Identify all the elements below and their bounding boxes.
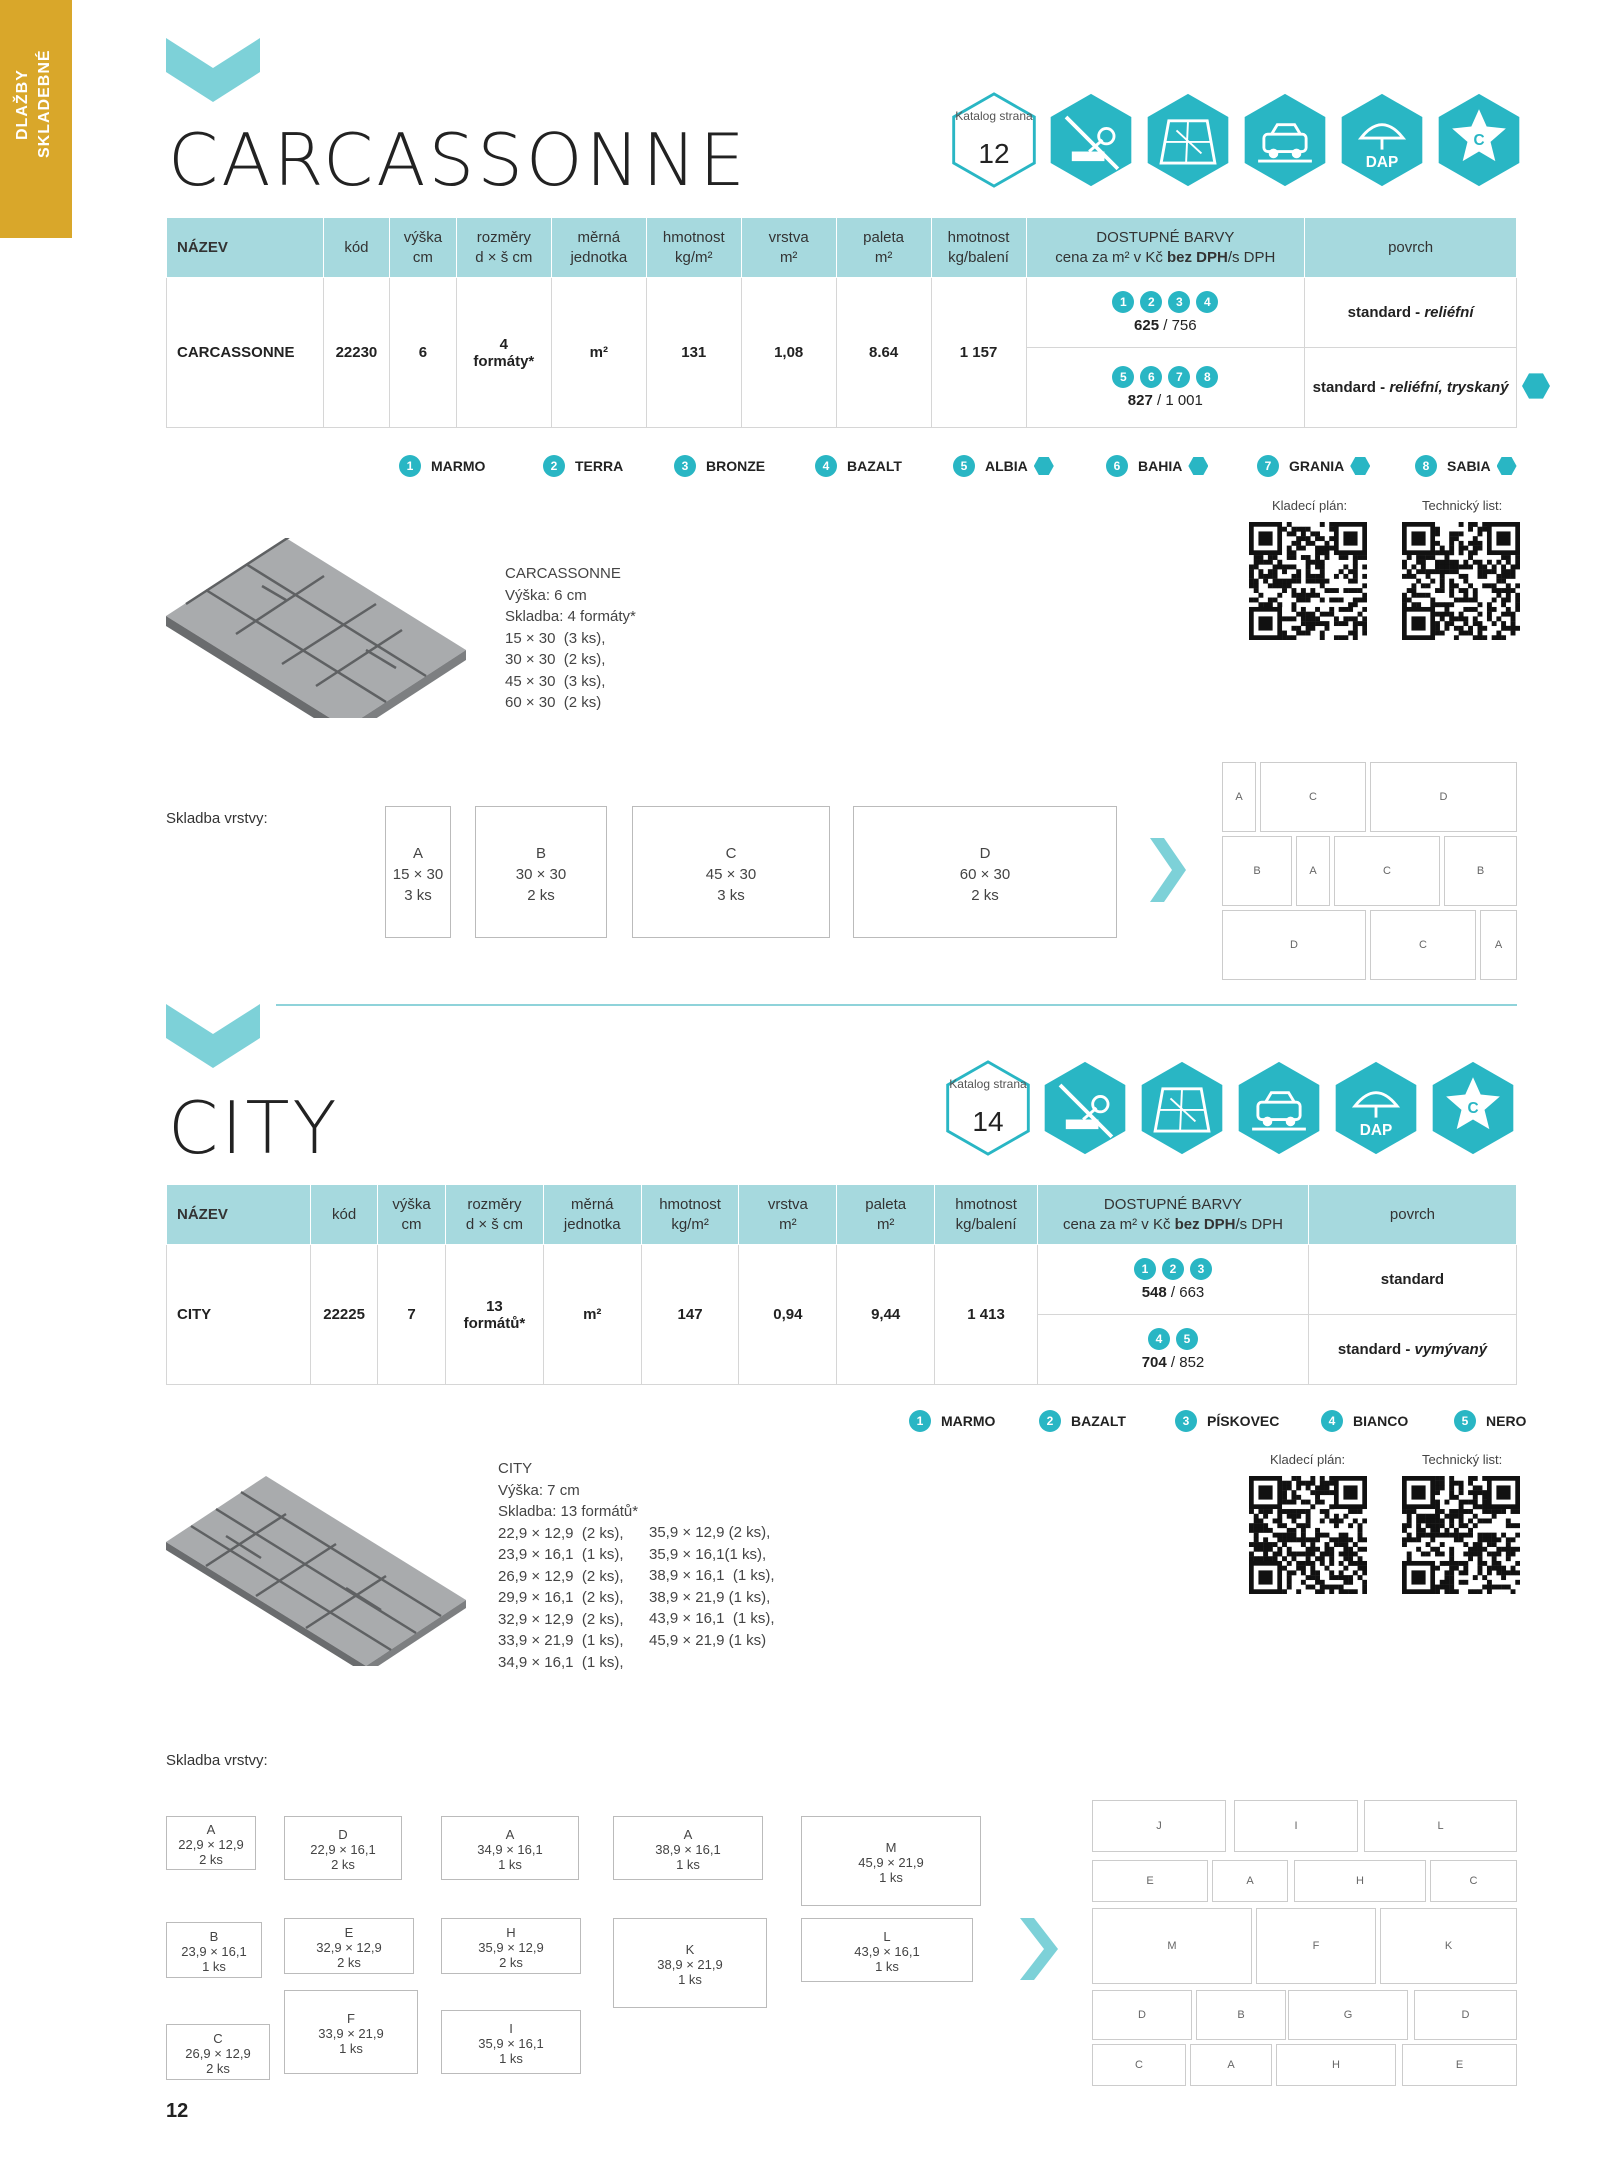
pattern-cell: C (1370, 910, 1476, 980)
color-dot: 2 (1140, 291, 1162, 313)
block-format: I 35,9 × 16,1 1 ks (441, 2010, 581, 2074)
umbrella-dap-icon (1330, 1060, 1422, 1156)
color-dot: 6 (1140, 366, 1162, 388)
legend-item (1412, 455, 1517, 477)
color-dot: 3 (1175, 1410, 1197, 1432)
catalog-page-number: 14 (972, 1106, 1004, 1137)
umbrella-dap-icon (1336, 92, 1428, 188)
catalog-page-badge (948, 92, 1040, 188)
legend-item (1451, 1410, 1526, 1432)
arrow-right-icon (1020, 1918, 1058, 1980)
qr-code-icon[interactable] (1249, 522, 1367, 640)
star-c-icon (1433, 92, 1525, 188)
product-description: CITY Výška: 7 cm Skladba: 13 formátů* 22,9 × 12,9 (2 ks), 23,9 × 16,1 (1 ks), 26,9 × 12,9 (2 ks), 29,9 × 16,1 (2 ks), 32,9 × 12,9 (2 ks), 33,9 × 21,9 (1 ks), 34,9 × 16,1 (1 ks), (498, 1460, 639, 1671)
table-header: NÁZEV kód výška cm rozměry d × š cm měrná jednotka hmotnost kg/m² vrstva m² paleta m² hmotnost kg/balení DOSTUPNÉ BARVY cena za m² v Kč bez DPH/s DPH povrch (167, 218, 1517, 278)
pattern-cell: I (1234, 1800, 1358, 1852)
legend-item (1172, 1410, 1279, 1432)
car-icon (1233, 1060, 1325, 1156)
pattern-cell: G (1288, 1990, 1408, 2040)
catalog-page-number: 12 (978, 138, 1010, 169)
spec-table (166, 1184, 1517, 1385)
legend-label: BIANCO (1353, 1413, 1409, 1429)
pattern-cell: A (1190, 2044, 1272, 2086)
qr-tech-label: Technický list: (1422, 1452, 1503, 1467)
legend-label: MARMO (431, 458, 486, 474)
table-header: NÁZEV kód výška cm rozměry d × š cm měrná jednotka hmotnost kg/m² vrstva m² paleta m² hmotnost kg/balení DOSTUPNÉ BARVY cena za m² v Kč bez DPH/s DPH povrch (167, 1185, 1517, 1245)
color-dot: 5 (1176, 1328, 1198, 1350)
legend-item (671, 455, 765, 477)
block-format: A 34,9 × 16,1 1 ks (441, 1816, 579, 1880)
side-tab-line1: DLAŽBY (14, 69, 31, 140)
table-row: 4 5 704 / 852 standard - vymývaný (167, 1315, 1517, 1385)
arrow-right-icon (1150, 838, 1186, 902)
pattern-cell: L (1364, 1800, 1517, 1852)
legend-item (950, 455, 1054, 477)
legend-label: MARMO (941, 1413, 996, 1429)
pattern-cell: B (1222, 836, 1292, 906)
pattern-cell: D (1222, 910, 1366, 980)
color-dot: 2 (1039, 1410, 1061, 1432)
dap-icon (1034, 456, 1054, 476)
color-dot: 6 (1106, 455, 1128, 477)
table-row: 5 6 7 8 827 / 1 001 standard - reliéfní, tryskaný (167, 348, 1517, 428)
pattern-cell: E (1092, 1860, 1208, 1902)
paving-stones-image (166, 538, 466, 718)
block-format: C 45 × 30 3 ks (632, 806, 830, 938)
qr-code-icon[interactable] (1402, 522, 1520, 640)
color-dot: 5 (1112, 366, 1134, 388)
block-format: B 30 × 30 2 ks (475, 806, 607, 938)
catalog-page-badge (942, 1060, 1034, 1156)
legend-label: BRONZE (706, 458, 766, 474)
product-description: CARCASSONNE Výška: 6 cm Skladba: 4 formáty* 15 × 30 (3 ks), 30 × 30 (2 ks), 45 × 30 (3 ks), 60 × 30 (2 ks) (505, 565, 636, 711)
legend-label: SABIA (1447, 458, 1491, 474)
block-format: D 22,9 × 16,1 2 ks (284, 1816, 402, 1880)
color-dot: 5 (1454, 1410, 1476, 1432)
paving-stones-image (166, 1476, 466, 1666)
pattern-cell: C (1092, 2044, 1186, 2086)
tile-pattern-icon (1136, 1060, 1228, 1156)
color-dot: 2 (1162, 1258, 1184, 1280)
color-dot: 8 (1196, 366, 1218, 388)
svg-text:DAP: DAP (1365, 153, 1399, 171)
pattern-cell: D (1370, 762, 1517, 832)
legend-label: BAHIA (1138, 458, 1183, 474)
dap-icon (1350, 456, 1370, 476)
pattern-cell: D (1414, 1990, 1517, 2040)
color-dot: 3 (674, 455, 696, 477)
pattern-cell: M (1092, 1908, 1252, 1984)
price-cell: 1 2 3 548 / 663 (1038, 1245, 1309, 1315)
pattern-cell: C (1260, 762, 1366, 832)
legend-item (396, 455, 485, 477)
legend-item (1103, 455, 1208, 477)
qr-code-icon[interactable] (1249, 1476, 1367, 1594)
block-format: D 60 × 30 2 ks (853, 806, 1117, 938)
block-format: A 22,9 × 12,9 2 ks (166, 1816, 256, 1870)
block-format: L 43,9 × 16,1 1 ks (801, 1918, 973, 1982)
svg-text:C: C (1473, 131, 1485, 149)
dap-icon (1522, 372, 1550, 400)
block-format: A 15 × 30 3 ks (385, 806, 451, 938)
chevron-down-icon (166, 38, 260, 102)
legend-item (812, 455, 902, 477)
legend-label: NERO (1486, 1413, 1527, 1429)
color-dot: 3 (1168, 291, 1190, 313)
pattern-cell: B (1196, 1990, 1286, 2040)
block-format: K 38,9 × 21,9 1 ks (613, 1918, 767, 2008)
qr-code-icon[interactable] (1402, 1476, 1520, 1594)
qr-tech-label: Technický list: (1422, 498, 1503, 513)
catalog-label: Katalog strana (949, 1077, 1027, 1091)
block-format: A 38,9 × 16,1 1 ks (613, 1816, 763, 1880)
pattern-cell: A (1296, 836, 1330, 906)
color-dot: 4 (1148, 1328, 1170, 1350)
dap-icon (1188, 456, 1208, 476)
skladba-label: Skladba vrstvy: (166, 810, 268, 827)
spec-table (166, 217, 1517, 428)
price-cell: 4 5 704 / 852 (1038, 1315, 1309, 1385)
color-dot: 2 (543, 455, 565, 477)
color-dot: 3 (1190, 1258, 1212, 1280)
color-dot: 5 (953, 455, 975, 477)
tile-pattern-icon (1142, 92, 1234, 188)
block-format: C 26,9 × 12,9 2 ks (166, 2024, 270, 2080)
pattern-cell: A (1222, 762, 1256, 832)
car-icon (1239, 92, 1331, 188)
chevron-down-icon (166, 1004, 260, 1068)
block-format: M 45,9 × 21,9 1 ks (801, 1816, 981, 1906)
product-description-continued: 35,9 × 12,9 (2 ks), 35,9 × 16,1(1 ks), 38,9 × 16,1 (1 ks), 38,9 × 21,9 (1 ks), 43,9 × 16,1 (1 ks), 45,9 × 21,9 (1 ks) (649, 1524, 775, 1649)
color-dot: 1 (399, 455, 421, 477)
pattern-cell: K (1380, 1908, 1517, 1984)
legend-label: GRANIA (1289, 458, 1345, 474)
legend-label: BAZALT (1071, 1413, 1126, 1429)
pattern-cell: D (1092, 1990, 1192, 2040)
block-format: F 33,9 × 21,9 1 ks (284, 1990, 418, 2074)
legend-item (906, 1410, 995, 1432)
pattern-cell: A (1212, 1860, 1288, 1902)
pattern-cell: C (1334, 836, 1440, 906)
price-cell: 1 2 3 4 625 / 756 (1026, 278, 1305, 348)
skladba-label: Skladba vrstvy: (166, 1752, 268, 1769)
color-dot: 7 (1257, 455, 1279, 477)
side-tab-line2: SKLADEBNÉ (36, 49, 53, 158)
dap-icon (1497, 456, 1517, 476)
qr-plan-label: Kladecí plán: (1272, 498, 1348, 513)
legend-label: BAZALT (847, 458, 902, 474)
price-cell: 5 6 7 8 827 / 1 001 (1026, 348, 1305, 428)
color-dot: 4 (1196, 291, 1218, 313)
pattern-cell: E (1402, 2044, 1517, 2086)
legend-item (1318, 1410, 1408, 1432)
color-dot: 1 (1112, 291, 1134, 313)
legend-label: PÍSKOVEC (1207, 1413, 1280, 1429)
block-format: H 35,9 × 12,9 2 ks (441, 1918, 581, 1974)
color-dot: 4 (1321, 1410, 1343, 1432)
color-dot: 7 (1168, 366, 1190, 388)
pattern-cell: H (1294, 1860, 1426, 1902)
block-format: B 23,9 × 16,1 1 ks (166, 1922, 262, 1978)
plate-compactor-icon (1045, 92, 1137, 188)
table-row: CARCASSONNE 22230 6 4 formáty* m² 131 1,08 8.64 1 157 1 2 3 4 625 / 756 standard - reliéfní (167, 278, 1517, 348)
table-row: CITY 22225 7 13 formátů* m² 147 0,94 9,44 1 413 1 2 3 548 / 663 standard (167, 1245, 1517, 1315)
svg-text:DAP: DAP (1359, 1121, 1393, 1139)
qr-plan-label: Kladecí plán: (1270, 1452, 1346, 1467)
legend-label: TERRA (575, 458, 624, 474)
color-dot: 1 (909, 1410, 931, 1432)
pattern-cell: B (1444, 836, 1517, 906)
legend-item (540, 455, 623, 477)
page-number: 12 (166, 2100, 189, 2122)
block-format: E 32,9 × 12,9 2 ks (284, 1918, 414, 1974)
legend-item (1254, 455, 1370, 477)
pattern-cell: C (1430, 1860, 1517, 1902)
product-title: CARCASSONNE (168, 118, 748, 202)
catalog-label: Katalog strana (955, 109, 1033, 123)
color-dot: 8 (1415, 455, 1437, 477)
pattern-cell: F (1256, 1908, 1376, 1984)
legend-label: ALBIA (985, 458, 1028, 474)
pattern-cell: H (1276, 2044, 1396, 2086)
plate-compactor-icon (1039, 1060, 1131, 1156)
product-title: CITY (168, 1086, 340, 1170)
side-tab (0, 0, 72, 238)
svg-text:C: C (1467, 1099, 1479, 1117)
color-dot: 1 (1134, 1258, 1156, 1280)
pattern-cell: A (1480, 910, 1517, 980)
star-c-icon (1427, 1060, 1519, 1156)
legend-item (1036, 1410, 1126, 1432)
color-dot: 4 (815, 455, 837, 477)
pattern-cell: J (1092, 1800, 1226, 1852)
